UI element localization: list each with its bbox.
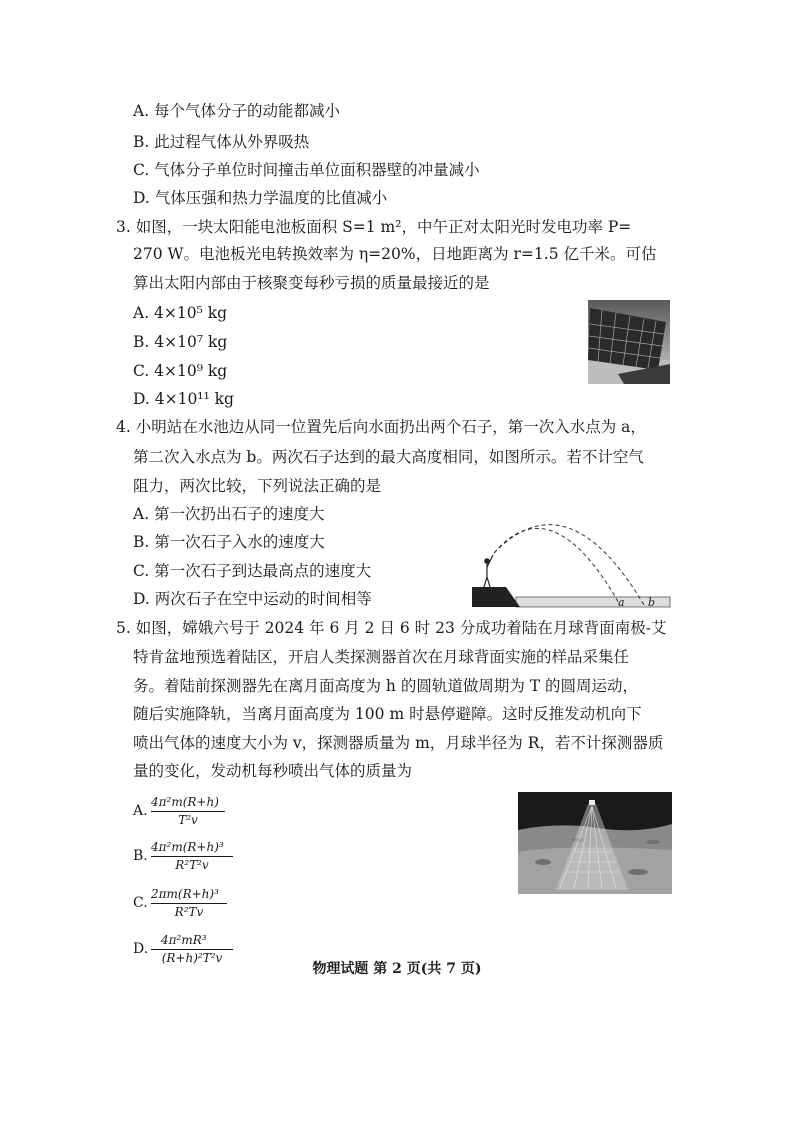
lunar-lander-photo bbox=[518, 792, 672, 894]
solar-panel-photo bbox=[588, 300, 670, 384]
page-footer: 物理试题 第 2 页(共 7 页) bbox=[312, 961, 482, 977]
q3-option-a: A. 4×10⁵ kg bbox=[133, 304, 228, 322]
q3-stem-line-3: 算出太阳内部由于核聚变每秒亏损的质量最接近的是 bbox=[133, 274, 490, 292]
q3-option-b: B. 4×10⁷ kg bbox=[133, 333, 228, 351]
q4-option-b: B. 第一次石子入水的速度大 bbox=[133, 533, 325, 551]
stone-trajectory-figure bbox=[472, 505, 672, 613]
q2-option-d: D. 气体压强和热力学温度的比值减小 bbox=[133, 189, 388, 207]
q5-stem-line-4: 随后实施降轨，当离月面高度为 100 m 时悬停避障。这时反推发动机向下 bbox=[133, 705, 642, 723]
q2-option-b: B. 此过程气体从外界吸热 bbox=[133, 133, 310, 151]
q4-option-d: D. 两次石子在空中运动的时间相等 bbox=[133, 590, 372, 608]
q4-stem-line-1: 4. 小明站在水池边从同一位置先后向水面扔出两个石子，第一次入水点为 a， bbox=[116, 418, 646, 436]
q2-option-a: A. 每个气体分子的动能都减小 bbox=[133, 102, 341, 120]
label-b: b bbox=[648, 596, 656, 609]
q5-stem-line-3: 务。着陆前探测器先在离月面高度为 h 的圆轨道做周期为 T 的圆周运动， bbox=[133, 677, 639, 695]
q5-stem-line-2: 特肯盆地预选着陆区，开启人类探测器首次在月球背面实施的样品采集任 bbox=[133, 648, 630, 666]
label-a: a bbox=[618, 596, 625, 609]
q3-option-c: C. 4×10⁹ kg bbox=[133, 362, 228, 380]
q4-stem-line-2: 第二次入水点为 b。两次石子达到的最大高度相同，如图所示。若不计空气 bbox=[133, 448, 644, 466]
q4-option-c: C. 第一次石子到达最高点的速度大 bbox=[133, 562, 372, 580]
q5-stem-line-5: 喷出气体的速度大小为 v，探测器质量为 m，月球半径为 R，若不计探测器质 bbox=[133, 734, 664, 752]
q2-option-c: C. 气体分子单位时间撞击单位面积器壁的冲量减小 bbox=[133, 161, 480, 179]
q5-stem-line-1: 5. 如图，嫦娥六号于 2024 年 6 月 2 日 6 时 23 分成功着陆在月球背面南极-艾 bbox=[116, 619, 667, 637]
q4-option-a: A. 第一次扔出石子的速度大 bbox=[133, 505, 325, 523]
q3-option-d: D. 4×10¹¹ kg bbox=[133, 390, 234, 408]
q4-stem-line-3: 阻力，两次比较，下列说法正确的是 bbox=[133, 477, 382, 495]
q5-stem-line-6: 量的变化，发动机每秒喷出气体的质量为 bbox=[133, 762, 413, 780]
q3-stem-line-1: 3. 如图，一块太阳能电池板面积 S=1 m²，中午正对太阳光时发电功率 P= bbox=[116, 218, 632, 236]
q3-stem-line-2: 270 W。电池板光电转换效率为 η=20%，日地距离为 r=1.5 亿千米。可估 bbox=[133, 245, 657, 263]
